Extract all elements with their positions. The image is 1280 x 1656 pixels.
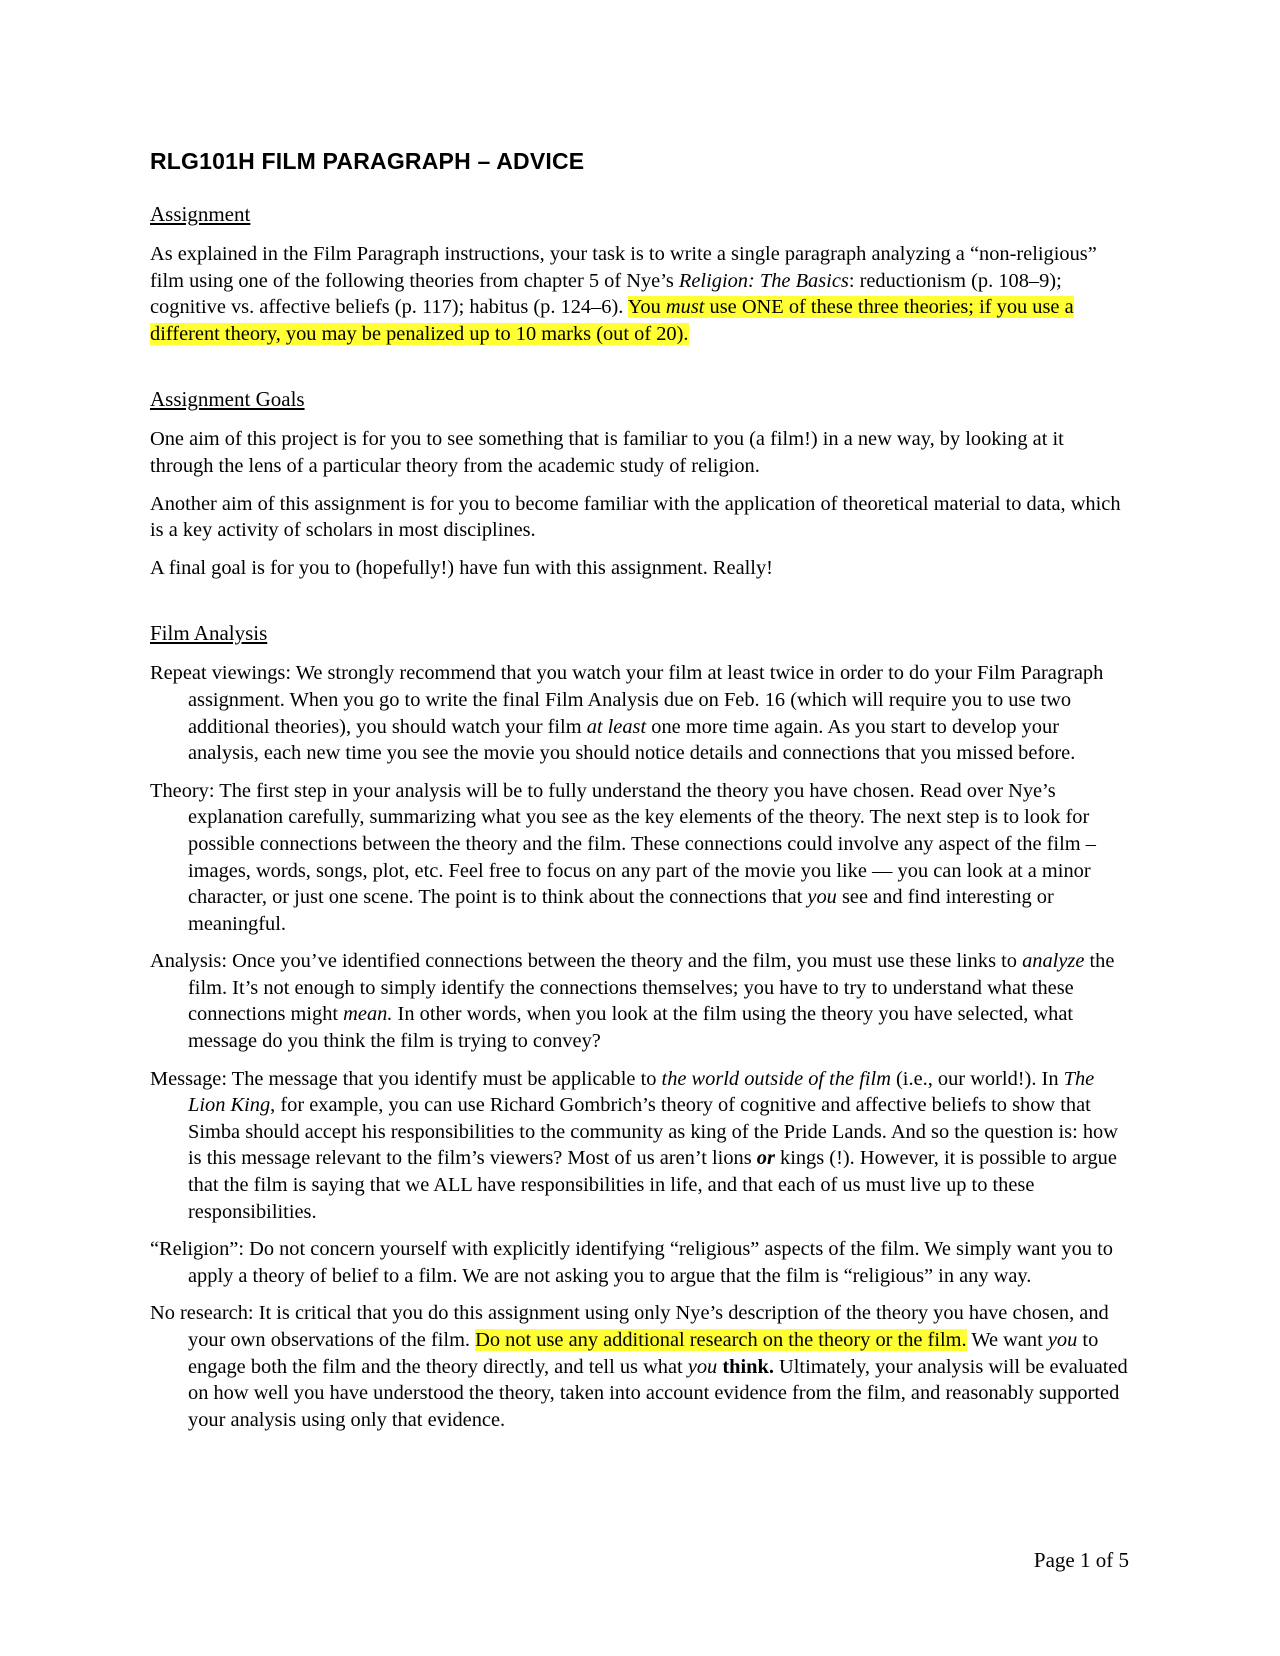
assignment-text-2: : reductionism (p. 108–9); cognitive vs. affective beliefs (p. 117); habitus (p. 124–6). (150, 269, 1062, 319)
repeat-text-1: Repeat viewings: We strongly recommend that you watch your film at least twice in order to do your Film Paragraph assignment. When you go to write the final Film Analysis due on Feb. 16 (which will require you to use two additional theories), you should watch your film (150, 662, 1104, 738)
highlight-must: must (665, 296, 705, 319)
research-text-3: to engage both the film and the theory directly, and tell us what (188, 1329, 1099, 1378)
film-title: The Lion King (188, 1067, 1095, 1117)
message-text-1: Message: The message that you identify must be applicable to (150, 1067, 662, 1090)
message-emphasis-1: the world outside of the film (661, 1067, 891, 1090)
item-religion: “Religion”: Do not concern yourself with explicitly identifying “religious” aspects of the film. We simply want you to apply a theory of belief to a film. We are not asking you to argue that the film is “religious” in any way. (150, 1238, 1113, 1287)
research-text-4: think. (717, 1355, 774, 1378)
message-text-4: kings (!). However, it is possible to argue that the film is saying that we ALL have responsibilities in life, and that each of us must live up to these responsibilities. (188, 1147, 1117, 1223)
theory-text-2: see and find interesting or meaningful. (188, 886, 1054, 935)
research-emphasis-2: you (687, 1355, 718, 1378)
repeat-emphasis: at least (586, 715, 647, 738)
goals-paragraph-1: One aim of this project is for you to see something that is familiar to you (a film!) in a new way, by looking at it through the lens of a particular theory from the academic study of religion. (150, 428, 1064, 477)
book-title: Religion: The Basics (678, 269, 849, 292)
analysis-text-2: the film. It’s not enough to simply identify the connections themselves; you have to try to understand what these connections might (188, 950, 1115, 1026)
document-body (150, 148, 1128, 1444)
repeat-text-2: one more time again. As you start to develop your analysis, each new time you see the movie you should notice details and connections that you missed before. (188, 715, 1076, 765)
highlight-text-1: You (627, 296, 666, 319)
item-repeat-viewings (150, 660, 1128, 766)
analysis-emphasis-2: mean. (343, 1003, 393, 1026)
item-message (150, 1066, 1128, 1226)
section-heading-goals: Assignment Goals (150, 387, 305, 412)
assignment-paragraph (150, 241, 1128, 347)
section-heading-film-analysis: Film Analysis (150, 621, 268, 646)
item-analysis (150, 948, 1128, 1054)
spacer (150, 592, 1128, 621)
analysis-text-3: In other words, when you look at the film using the theory you have selected, what message do you think the film is trying to convey? (188, 1003, 1074, 1053)
analysis-emphasis-1: analyze (1022, 950, 1085, 973)
message-text-3: , for example, you can use Richard Gombrich’s theory of cognitive and affective beliefs to show that Simba should accept his responsibilities to the community as king of the Pride Lands. And so the question is: how is this message relevant to the film’s viewers? Most of us aren’t lions (188, 1094, 1118, 1170)
research-emphasis-1: you (1047, 1329, 1078, 1351)
analysis-text-1: Analysis: Once you’ve identified connections between the theory and the film, you must use these links to (150, 950, 1023, 973)
section-heading-assignment: Assignment (150, 202, 251, 226)
message-emphasis-or: or (756, 1147, 775, 1170)
message-text-2: (i.e., our world!). In (890, 1067, 1064, 1090)
research-text-1: No research: It is critical that you do this assignment using only Nye’s description of the theory you have chosen, and your own observations of the film. (150, 1302, 1109, 1351)
document-title: RLG101H FILM PARAGRAPH – ADVICE (150, 148, 585, 174)
research-text-5: Ultimately, your analysis will be evaluated on how well you have understood the theory, taken into account evidence from the film, and reasonably supported your analysis using only that evidence. (188, 1355, 1128, 1431)
highlight-text-2: use ONE of these three theories; if you use a different theory, you may be penalized up to 10 marks (out of 20). (150, 296, 1074, 345)
assignment-text-1: As explained in the Film Paragraph instructions, your task is to write a single paragraph analyzing a “non-religious” film using one of the following theories from chapter 5 of Nye’s (150, 243, 1097, 292)
item-no-research (150, 1300, 1128, 1433)
theory-text-1: Theory: The first step in your analysis will be to fully understand the theory you have chosen. Read over Nye’s explanation carefully, summarizing what you see as the key elements of the theory. The next step is to look for possible connections between the theory and the film. These connections could involve any aspect of the film – images, words, songs, plot, etc. Feel free to focus on any part of the movie you like — you can look at a minor character, or just one scene. The point is to think about the connections that (150, 779, 1096, 909)
highlight-no-research: Do not use any additional research on the theory or the film. (475, 1329, 967, 1351)
theory-emphasis: you (807, 886, 837, 909)
spacer (150, 358, 1128, 387)
page-number: Page 1 of 5 (1033, 1548, 1129, 1572)
research-text-2: We want (966, 1329, 1048, 1351)
item-theory (150, 778, 1128, 938)
goals-paragraph-2: Another aim of this assignment is for you to become familiar with the application of theoretical material to data, which is a key activity of scholars in most disciplines. (150, 492, 1121, 542)
goals-paragraph-3: A final goal is for you to (hopefully!) have fun with this assignment. Really! (150, 556, 773, 579)
